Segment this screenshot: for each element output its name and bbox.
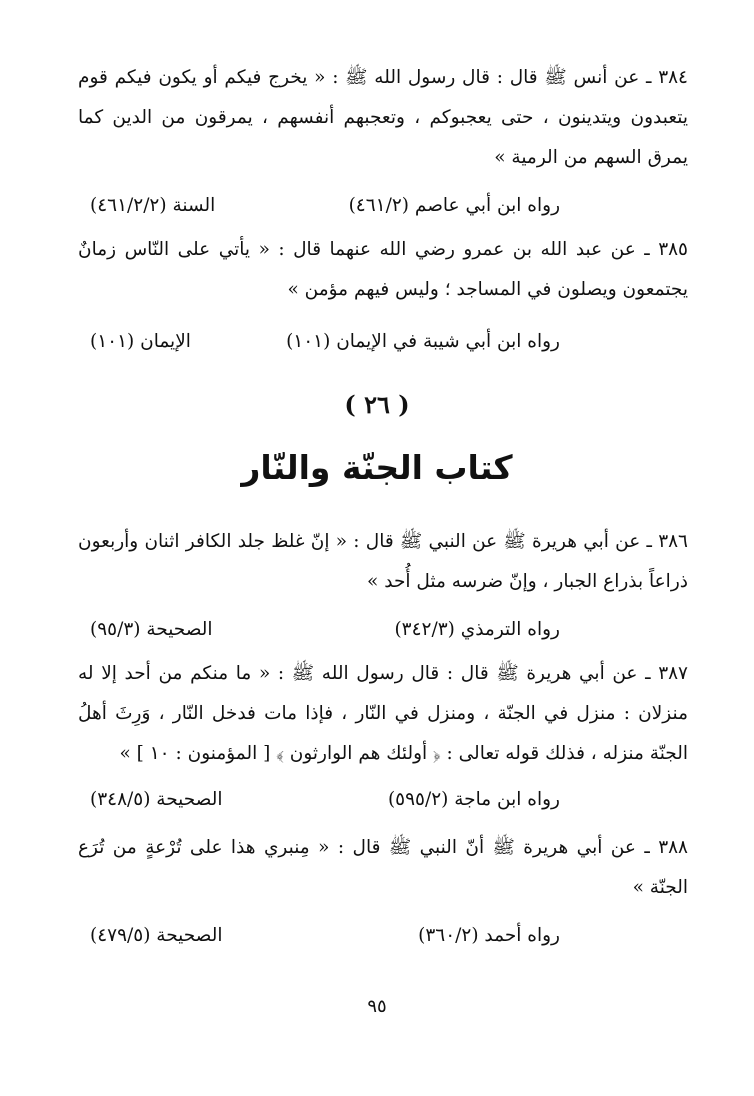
chapter-number: ( ٢٦ ): [344, 390, 410, 419]
hadith-388-text: ٣٨٨ ـ عن أبي هريرة ﷺ أنّ النبي ﷺ قال : « مِنبري هذا على تُرْعةٍ من تُرَع الجنّة »: [78, 837, 688, 898]
hadith-385-reference: الإيمان (١٠١): [90, 331, 191, 352]
hadith-386-text: ٣٨٦ ـ عن أبي هريرة ﷺ عن النبي ﷺ قال : « إنّ غلظ جلد الكافر اثنان وأربعون ذراعاً بذراع الجبار ، وإنّ ضرسه مثل أُحد »: [78, 531, 688, 592]
hadith-385-text: ٣٨٥ ـ عن عبد الله بن عمرو رضي الله عنهما قال : « يأتي على النّاس زمانٌ يجتمعون ويصلون في المساجد ؛ وليس فيهم مؤمن »: [78, 239, 688, 300]
hadith-385-source: رواه ابن أبي شيبة في الإيمان (١٠١): [286, 331, 560, 352]
hadith-384-source-row: [90, 186, 680, 226]
hadith-386-source-row: [90, 610, 680, 650]
hadith-387-text: ٣٨٧ ـ عن أبي هريرة ﷺ قال : قال رسول الله ﷺ : « ما منكم من أحد إلا له منزلان : منزل في الجنّة ، ومنزل في النّار ، فإذا مات فدخل النّار ، وَرِثَ أهلُ الجنّة منزله ، فذلك قوله تعالى : ﴿ أولئك هم الوارثون ﴾ [ المؤمنون : ١٠ ] »: [78, 663, 688, 764]
hadith-384-reference: السنة (٤٦١/٢/٢): [90, 195, 216, 216]
hadith-387-source-row: [90, 780, 680, 820]
hadith-388-source-row: [90, 916, 680, 956]
hadith-386-source: رواه الترمذي (٣٤٢/٣): [394, 619, 560, 640]
hadith-388-reference: الصحيحة (٤٧٩/٥): [90, 925, 223, 946]
hadith-385-source-row: [90, 322, 680, 362]
chapter-title: كتاب الجنّة والنّار: [241, 448, 513, 487]
hadith-387-source: رواه ابن ماجة (٥٩٥/٢): [387, 789, 560, 810]
hadith-384-source: رواه ابن أبي عاصم (٤٦١/٢): [348, 195, 560, 216]
page-number: ٩٥: [367, 996, 387, 1017]
hadith-387-reference: الصحيحة (٣٤٨/٥): [90, 789, 223, 810]
hadith-384-text: ٣٨٤ ـ عن أنس ﷺ قال : قال رسول الله ﷺ : « يخرج فيكم أو يكون فيكم قوم يتعبدون ويتدينون ، حتى يعجبوكم ، وتعجبهم أنفسهم ، يمرقون من الدين كما يمرق السهم من الرمية »: [78, 67, 688, 168]
hadith-386-reference: الصحيحة (٩٥/٣): [90, 619, 213, 640]
hadith-388-source: رواه أحمد (٣٦٠/٢): [418, 925, 560, 946]
